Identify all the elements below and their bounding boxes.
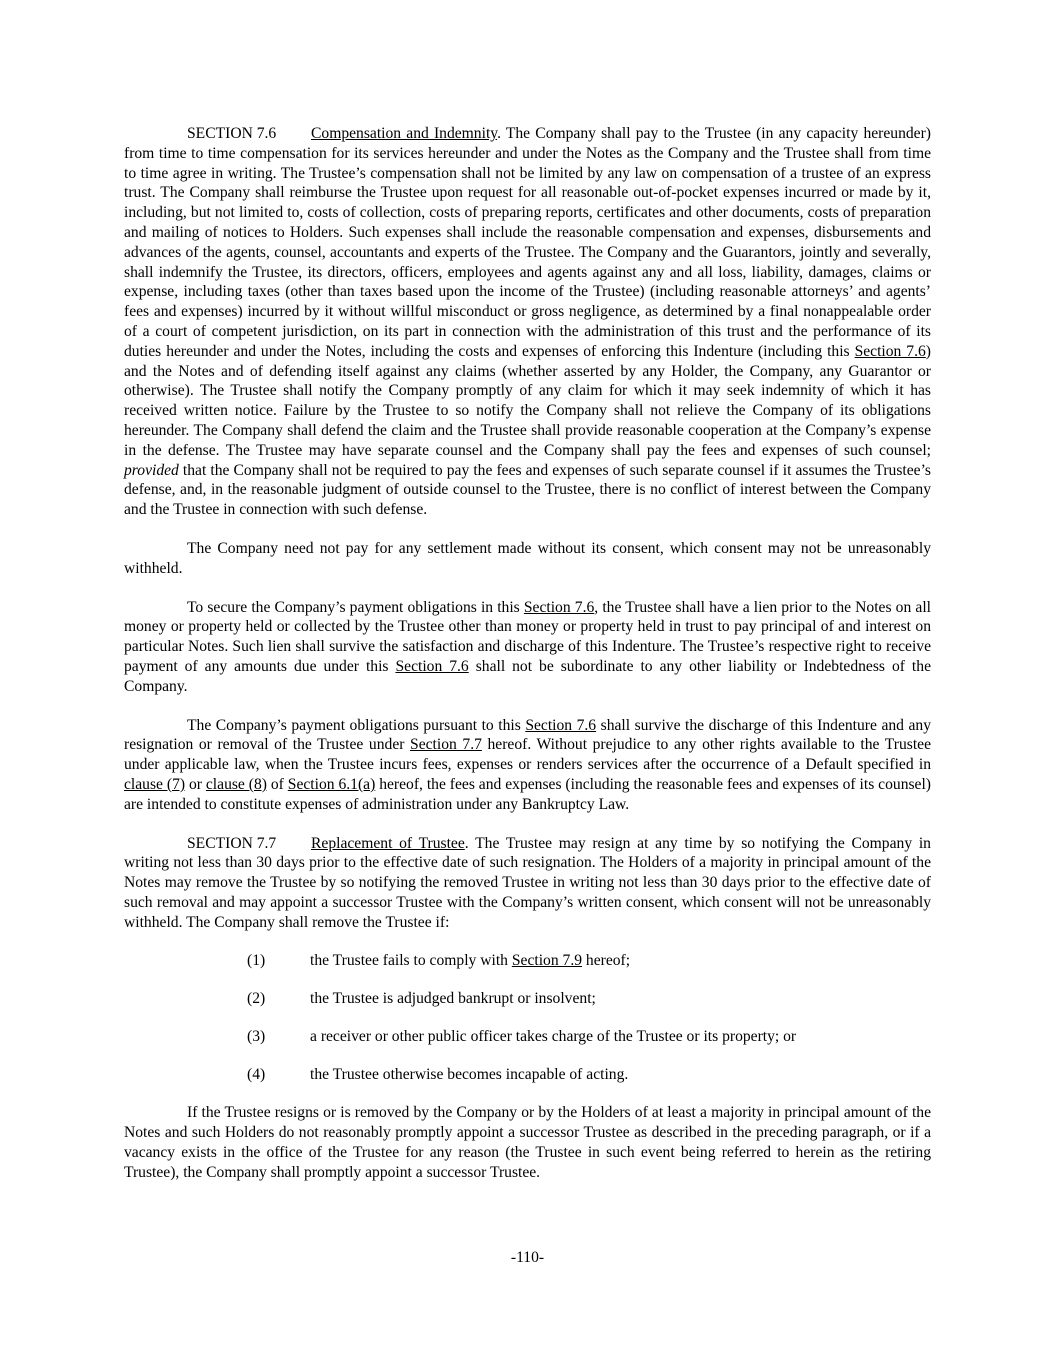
section-7-6-paragraph-4: [124, 716, 931, 815]
section-number: SECTION 7.6: [187, 125, 277, 142]
body-text: the Trustee fails to comply with: [310, 952, 512, 970]
section-7-6-paragraph-1: [124, 124, 931, 520]
list-item-number: (1): [247, 952, 266, 970]
body-text: or: [185, 775, 206, 793]
section-7-6-paragraph-3: [124, 598, 931, 697]
list-item-text: the Trustee otherwise becomes incapable of acting.: [310, 1066, 629, 1084]
body-text: that the Company shall not be required to pay the fees and expenses of such separate counsel if it assumes the Trustee’s defense, and, in the reasonable judgment of outside counsel to the Trustee, there is no conflict of interest between the Company and the Trustee in connection with such defense.: [124, 461, 931, 519]
body-text: . The Company shall pay to the Trustee (in any capacity hereunder) from time to time compensation for its services hereunder and under the Notes as the Company and the Trustee shall from time to time agree in writing. The Trustee’s compensation shall not be limited by any law on compensation of a trustee of an express trust. The Company shall reimburse the Trustee upon request for all reasonable out-of-pocket expenses incurred or made by it, including, but not limited to, costs of collection, costs of preparing reports, certificates and other documents, costs of preparation and mailing of notices to Holders. Such expenses shall include the reasonable compensation and expenses, disbursements and advances of the agents, counsel, accountants and experts of the Trustee. The Company and the Guarantors, jointly and severally, shall indemnify the Trustee, its directors, officers, employees and agents against any and all loss, liability, damages, claims or expense, including taxes (other than taxes based upon the income of the Trustee) (including reasonable attorneys’ and agents’ fees and expenses) incurred by it without willful misconduct or gross negligence, as determined by a final nonappealable order of a court of competent jurisdiction, on its part in connection with the administration of this trust and the performance of its duties hereunder and under the Notes, including the costs and expenses of enforcing this Indenture (including this: [124, 125, 931, 360]
section-reference: Section 7.6: [525, 716, 597, 734]
list-item: [124, 1065, 931, 1085]
section-number: SECTION 7.7: [187, 834, 277, 852]
list-item-number: (3): [247, 1028, 266, 1046]
body-text: hereof, the fees and expenses (including the reasonable fees and expenses of its counsel) are intended to constitute expenses of administration under any Bankruptcy Law.: [124, 775, 932, 813]
body-text: The Company’s payment obligations pursuant to this: [187, 716, 526, 734]
section-heading: Replacement of Trustee: [311, 834, 465, 852]
list-item: [124, 951, 931, 971]
section-reference: Section 7.9: [511, 952, 583, 970]
section-reference: Section 7.6: [523, 598, 595, 616]
section-reference: Section 6.1(a): [287, 775, 376, 793]
list-item-number: (4): [247, 1066, 266, 1084]
body-text: hereof;: [582, 952, 631, 970]
list-item-text: a receiver or other public officer takes charge of the Trustee or its property; or: [310, 1028, 797, 1046]
list-item-text: [310, 951, 630, 971]
body-text: shall not be subordinate to any other liability or Indebtedness of the Company.: [124, 657, 931, 695]
section-reference: Section 7.6: [395, 657, 469, 675]
list-item-number: (2): [247, 990, 266, 1008]
section-7-7-paragraph-1: [124, 834, 931, 933]
section-reference: Section 7.6: [854, 342, 926, 360]
page-number: -110-: [510, 1249, 545, 1266]
body-text: hereof. Without prejudice to any other rights available to the Trustee under applicable law, when the Trustee incurs fees, expenses or renders services after the occurrence of a Default specified in: [124, 736, 931, 774]
clause-reference: clause (8): [205, 775, 267, 793]
clause-reference: clause (7): [124, 775, 186, 793]
body-text: ) and the Notes and of defending itself against any claims (whether asserted by any Holder, the Company, any Guarantor or otherwise). The Trustee shall notify the Company promptly of any claim for which it may seek indemnity of which it has received written notice. Failure by the Trustee to so notify the Company shall not relieve the Company of its obligations hereunder. The Company shall defend the claim and the Trustee shall provide reasonable cooperation at the Company’s expense in the defense. The Trustee may have separate counsel and the Company shall pay the fees and expenses of such counsel;: [124, 342, 931, 459]
body-text: . The Trustee may resign at any time by so notifying the Company in writing not less than 30 days prior to the effective date of such resignation. The Holders of a majority in principal amount of the Notes may remove the Trustee by so notifying the removed Trustee in writing not less than 30 days prior to the effective date of such removal and may appoint a successor Trustee with the Company’s written consent, which consent will not be unreasonably withheld. The Company shall remove the Trustee if:: [124, 834, 931, 931]
list-item-text: the Trustee is adjudged bankrupt or insolvent;: [310, 990, 596, 1008]
document-page: [124, 124, 931, 1202]
section-7-7-paragraph-2: If the Trustee resigns or is removed by the Company or by the Holders of at least a majority in principal amount of the Notes and such Holders do not reasonably promptly appoint a successor Trustee as described in the preceding paragraph, or if a vacancy exists in the office of the Trustee for any reason (the Trustee in such event being referred to herein as the retiring Trustee), the Company shall promptly appoint a successor Trustee.: [124, 1104, 931, 1181]
section-heading: Compensation and Indemnity: [311, 125, 498, 142]
body-text: shall survive the discharge of this Indenture and any resignation or removal of the Trustee under: [124, 716, 931, 754]
body-text: To secure the Company’s payment obligations in this: [187, 598, 524, 616]
italic-term: provided: [124, 461, 179, 479]
list-item: [124, 989, 931, 1009]
section-reference: Section 7.7: [410, 736, 482, 754]
body-text: of: [266, 775, 288, 793]
section-7-6-paragraph-2: The Company need not pay for any settlement made without its consent, which consent may not be unreasonably withheld.: [124, 539, 931, 577]
list-item: [124, 1027, 931, 1047]
body-text: , the Trustee shall have a lien prior to the Notes on all money or property held or collected by the Trustee other than money or property held in trust to pay principal of and interest on particular Notes. Such lien shall survive the satisfaction and discharge of this Indenture. The Trustee’s respective right to receive payment of any amounts due under this: [124, 598, 931, 675]
